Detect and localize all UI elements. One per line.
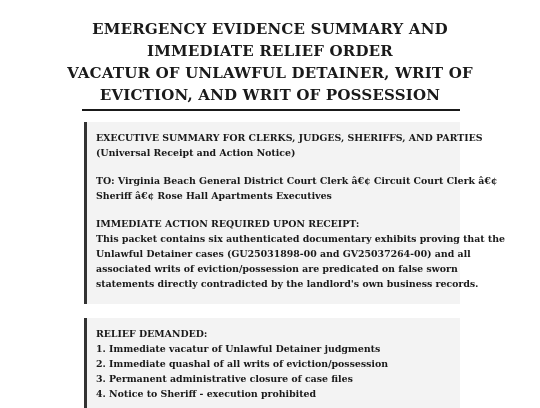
summary-heading: EXECUTIVE SUMMARY FOR CLERKS, JUDGES, SHERIFFS, AND PARTIES — [96, 133, 483, 144]
summary-subheading: (Universal Receipt and Action Notice) — [96, 148, 296, 159]
relief-heading: RELIEF DEMANDED: — [96, 329, 208, 340]
title-divider — [82, 109, 460, 111]
summary-body-line: Unlawful Detainer cases (GU25031898-00 and GV25037264-00) and all — [96, 249, 471, 260]
summary-body-line: associated writs of eviction/possession are predicated on false sworn — [96, 264, 458, 275]
relief-item: 4. Notice to Sheriff - execution prohibited — [96, 389, 317, 400]
recipients-line-2: Sheriff â€¢ Rose Hall Apartments Executives — [96, 191, 332, 202]
title-line-3: VACATUR OF UNLAWFUL DETAINER, WRIT OF — [67, 64, 473, 82]
summary-body-line: This packet contains six authenticated documentary exhibits proving that the — [96, 234, 506, 245]
title-line-4: EVICTION, AND WRIT OF POSSESSION — [99, 86, 441, 104]
relief-item: 2. Immediate quashal of all writs of eviction/possession — [96, 359, 389, 370]
title-line-2: IMMEDIATE RELIEF ORDER — [147, 42, 393, 60]
executive-summary-panel — [84, 122, 506, 304]
relief-demanded-panel — [84, 318, 460, 408]
action-required-heading: IMMEDIATE ACTION REQUIRED UPON RECEIPT: — [96, 219, 360, 230]
document-title — [60, 18, 480, 106]
title-line-1: EMERGENCY EVIDENCE SUMMARY AND — [92, 20, 448, 38]
relief-item: 1. Immediate vacatur of Unlawful Detainer judgments — [96, 344, 381, 355]
summary-body-line: statements directly contradicted by the landlord's own business records. — [96, 279, 479, 290]
recipients-line-1: TO: Virginia Beach General District Court Clerk â€¢ Circuit Court Clerk â€¢ — [96, 176, 498, 187]
relief-item: 3. Permanent administrative closure of case files — [96, 374, 353, 385]
